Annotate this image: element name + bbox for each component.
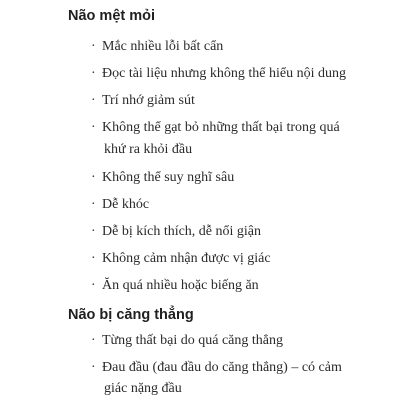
bullet: · xyxy=(91,360,96,375)
list-item xyxy=(91,168,234,188)
list-item xyxy=(91,358,342,399)
bullet: · xyxy=(91,120,96,135)
bullet: · xyxy=(91,170,96,185)
list-item-text: Mắc nhiều lỗi bất cẩn xyxy=(102,39,224,54)
list-item xyxy=(91,331,283,351)
list-item-text: Không thể gạt bỏ những thất bại trong quá xyxy=(102,120,340,135)
list-item xyxy=(91,276,259,296)
list-item xyxy=(91,118,340,160)
bullet: · xyxy=(91,333,96,348)
list-item-text: Từng thất bại do quá căng thẳng xyxy=(102,333,283,348)
bullet: · xyxy=(91,39,96,54)
bullet: · xyxy=(91,66,96,81)
bullet: · xyxy=(91,93,96,108)
list-item-text: Đau đầu (đau đầu do căng thẳng) – có cảm xyxy=(102,360,342,375)
bullet: · xyxy=(91,251,96,266)
list-item xyxy=(91,91,195,111)
list-item xyxy=(91,195,149,215)
section-title-tired-brain: Não mệt mỏi xyxy=(68,8,156,24)
list-item-text: Không thể suy nghĩ sâu xyxy=(102,170,235,185)
list-item-text: Dễ khóc xyxy=(102,197,150,212)
list-item-text: Dễ bị kích thích, dễ nổi giận xyxy=(102,224,262,239)
list-item xyxy=(91,37,223,57)
list-item-text-continued: khứ ra khỏi đầu xyxy=(104,142,193,157)
list-item-text-continued: giác nặng đầu xyxy=(104,381,182,396)
bullet: · xyxy=(91,224,96,239)
list-item-text: Không cảm nhận được vị giác xyxy=(102,251,271,266)
list-item xyxy=(91,64,346,84)
list-item xyxy=(91,249,271,269)
list-item xyxy=(91,222,261,242)
bullet: · xyxy=(91,278,96,293)
list-item-text: Đọc tài liệu nhưng không thể hiểu nội dung xyxy=(102,66,346,81)
list-item-text: Trí nhớ giảm sút xyxy=(102,93,195,108)
list-item-text: Ăn quá nhiều hoặc biếng ăn xyxy=(102,278,259,293)
bullet: · xyxy=(91,197,96,212)
section-title-stressed-brain: Não bị căng thẳng xyxy=(68,307,194,323)
